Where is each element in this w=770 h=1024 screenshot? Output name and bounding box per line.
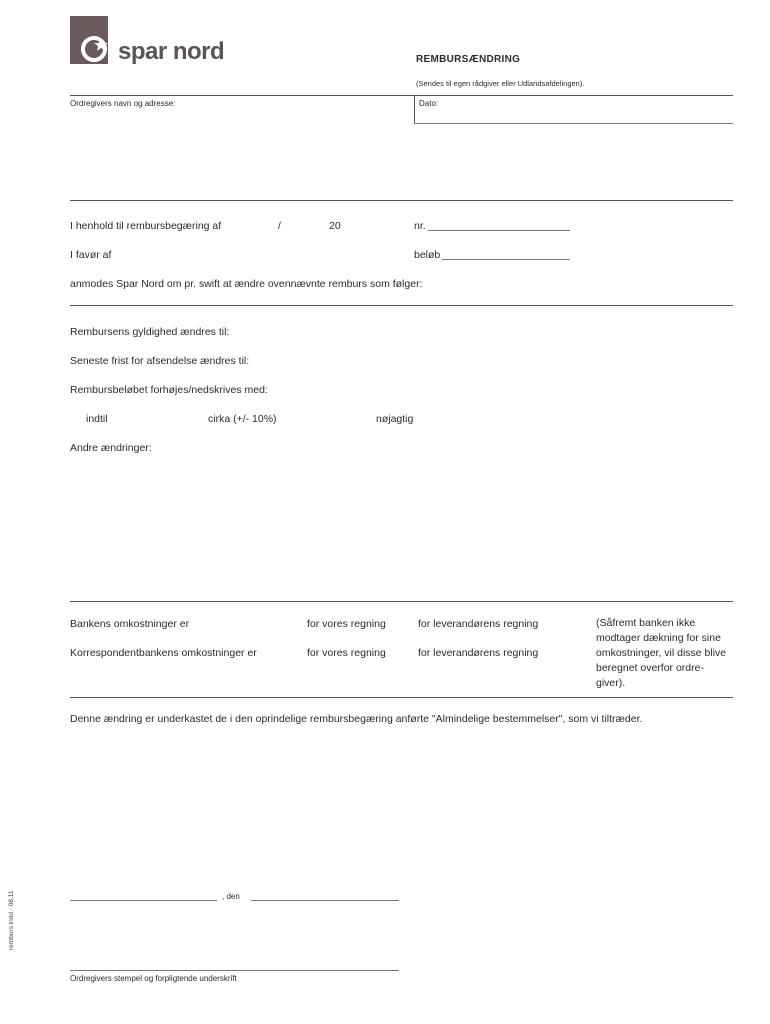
korr-cost-label: Korrespondentbankens omkostninger er [70, 647, 257, 659]
option-najagtig[interactable]: nøjagtig [376, 413, 414, 425]
bank-cost-label: Bankens omkostninger er [70, 618, 190, 630]
place-input-line[interactable] [70, 900, 217, 901]
frist-label: Seneste frist for afsendelse ændres til: [70, 355, 250, 367]
year-label: 20 [329, 220, 341, 232]
request-text: anmodes Spar Nord om pr. swift at ændre ovennævnte remburs som følger: [70, 278, 423, 290]
date-input-line[interactable] [251, 900, 399, 901]
cost-note-line: omkostninger, vil disse blive [596, 647, 727, 659]
bank-vores-option[interactable]: for vores regning [307, 618, 386, 630]
header-divider [70, 95, 733, 96]
star-icon [70, 16, 108, 64]
korr-vores-option[interactable]: for vores regning [307, 647, 386, 659]
cost-note-line: giver). [596, 677, 626, 689]
ordregiver-label: Ordregivers navn og adresse: [70, 99, 176, 108]
option-cirka[interactable]: cirka (+/- 10%) [208, 413, 277, 425]
form-subtitle: (Sendes til egen rådgiver eller Udlandsafdelingen). [416, 79, 585, 88]
changes-divider [70, 601, 733, 602]
date-slash: / [278, 220, 281, 232]
footer-code: remburs.indd · 08.11 [8, 890, 15, 950]
cost-note-line: modtager dækning for sine [596, 632, 721, 644]
form-title: REMBURSÆNDRING [416, 54, 521, 65]
intro-divider [70, 305, 733, 306]
brand-name: spar nord [118, 38, 225, 65]
belob-label: beløb [414, 249, 441, 261]
cost-note-line: (Såfremt banken ikke [596, 617, 696, 629]
terms-text: Denne ændring er underkastet de i den oprindelige rembursbegæring anførte "Almindelige bestemmelser", som vi tiltræder. [70, 713, 643, 725]
option-indtil[interactable]: indtil [86, 413, 108, 425]
spar-nord-logo-mark [70, 16, 108, 64]
den-label: , den [222, 892, 240, 901]
dato-underline [414, 123, 733, 124]
signature-label: Ordregivers stempel og forpligtende underskrift [70, 974, 237, 983]
henhold-label: I henhold til rembursbegæring af [70, 220, 222, 232]
dato-box-divider [414, 95, 415, 123]
belob-change-label: Rembursbeløbet forhøjes/nedskrives med: [70, 384, 268, 396]
bank-lev-option[interactable]: for leverandørens regning [418, 618, 539, 630]
korr-lev-option[interactable]: for leverandørens regning [418, 647, 539, 659]
dato-label: Dato: [419, 99, 439, 108]
cost-note [596, 616, 736, 691]
cost-note-line: beregnet overfor ordre- [596, 662, 704, 674]
address-divider [70, 200, 733, 201]
favor-label: I favør af [70, 249, 112, 261]
nr-label: nr. [414, 220, 426, 232]
belob-input-line[interactable] [442, 259, 570, 260]
costs-divider [70, 697, 733, 698]
nr-input-line[interactable] [428, 230, 570, 231]
signature-line[interactable] [70, 970, 399, 971]
andre-label: Andre ændringer: [70, 442, 152, 454]
gyldighed-label: Rembursens gyldighed ændres til: [70, 326, 230, 338]
